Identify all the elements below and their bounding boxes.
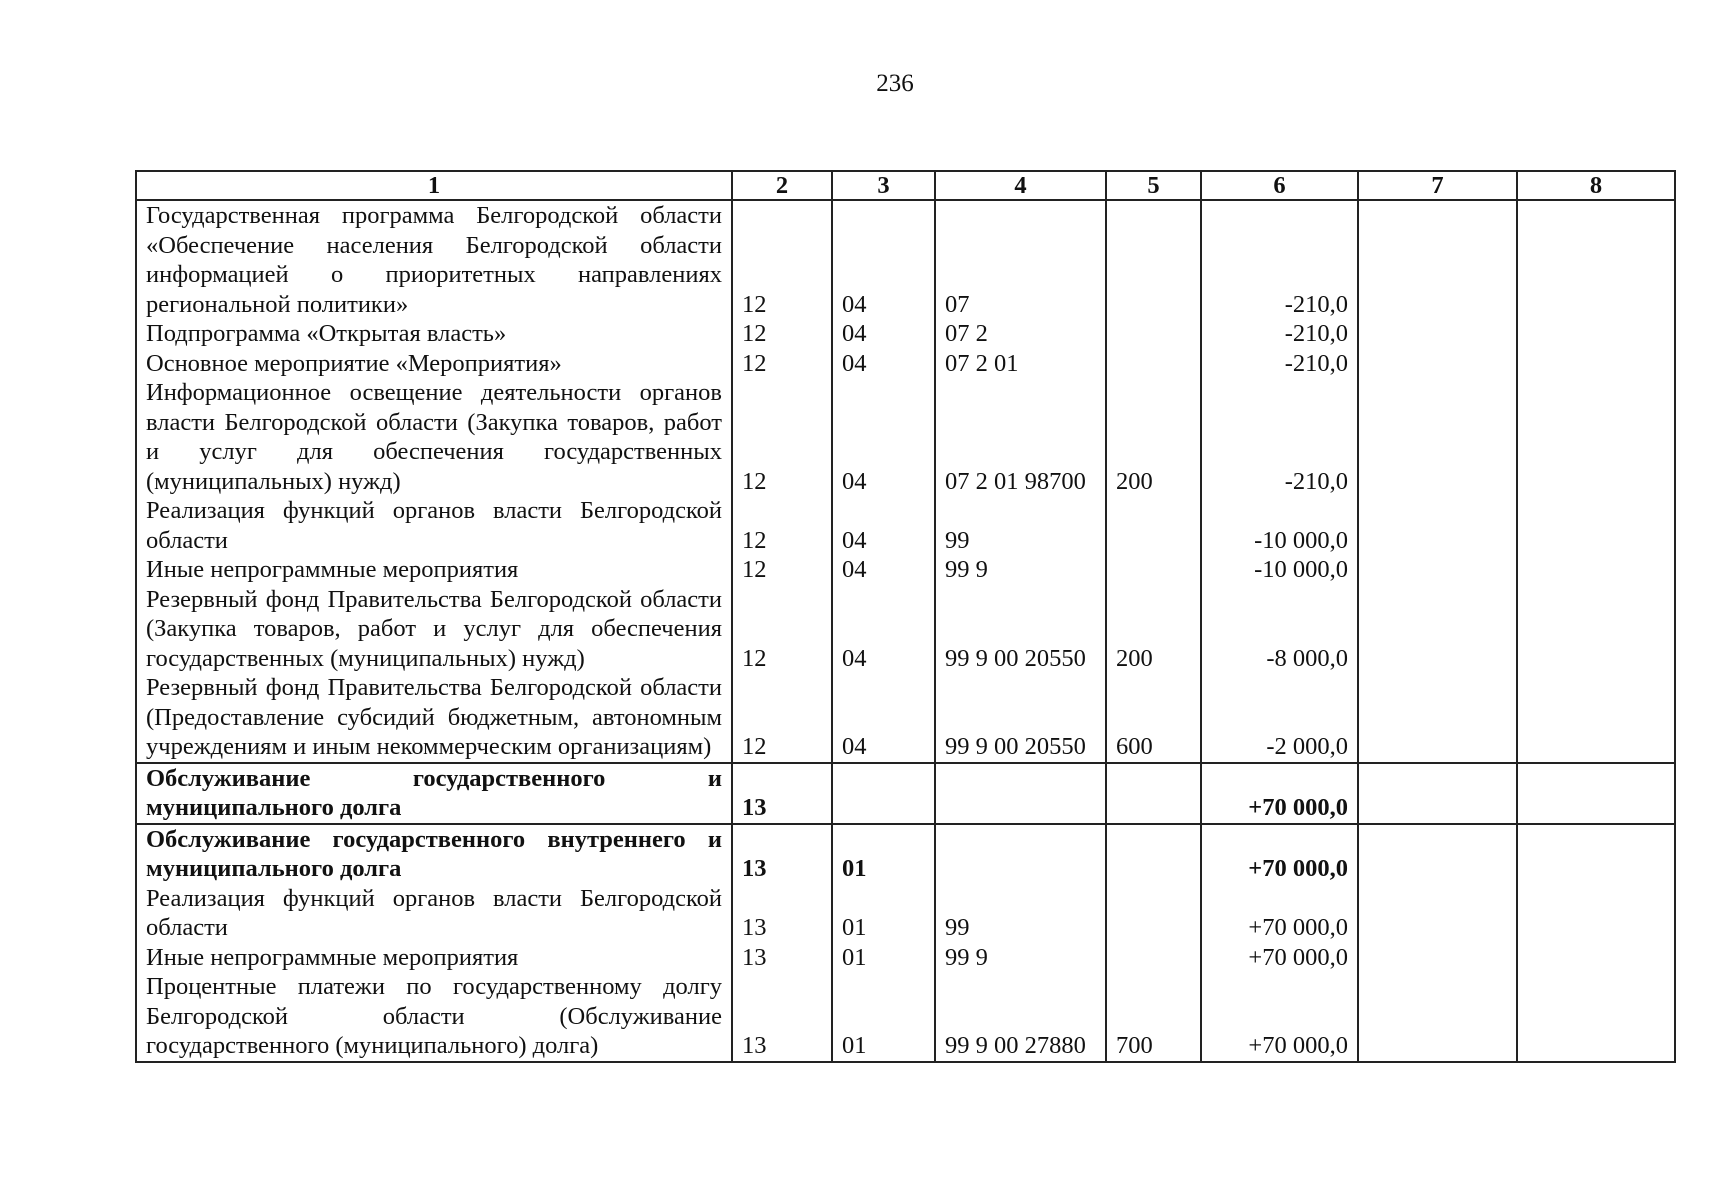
page-number: 236	[876, 70, 914, 97]
row-amount: +70 000,0	[1201, 884, 1358, 943]
row-subsection-code: 04	[832, 200, 935, 319]
col-header-1: 1	[136, 171, 732, 200]
row-section-code: 12	[732, 200, 832, 319]
row-col8	[1517, 943, 1675, 973]
row-section-code: 12	[732, 496, 832, 555]
row-col7	[1358, 763, 1517, 824]
row-section-code: 13	[732, 824, 832, 884]
table-row	[136, 824, 1675, 884]
row-target-article: 99 9 00 20550	[935, 585, 1106, 674]
row-col8	[1517, 349, 1675, 379]
row-amount: -210,0	[1201, 200, 1358, 319]
row-col8	[1517, 496, 1675, 555]
row-section-code: 13	[732, 972, 832, 1062]
row-expense-type	[1106, 496, 1201, 555]
row-col7	[1358, 884, 1517, 943]
row-col7	[1358, 200, 1517, 319]
table-row	[136, 585, 1675, 674]
row-target-article: 99 9	[935, 943, 1106, 973]
row-subsection-code: 01	[832, 972, 935, 1062]
col-header-2: 2	[732, 171, 832, 200]
row-description: Подпрограмма «Открытая власть»	[136, 319, 732, 349]
table-row	[136, 972, 1675, 1062]
row-section-code: 12	[732, 349, 832, 379]
row-section-code: 12	[732, 319, 832, 349]
row-col8	[1517, 673, 1675, 763]
row-subsection-code: 01	[832, 824, 935, 884]
row-col7	[1358, 378, 1517, 496]
row-col8	[1517, 378, 1675, 496]
row-col8	[1517, 824, 1675, 884]
row-col8	[1517, 319, 1675, 349]
row-section-code: 12	[732, 673, 832, 763]
row-expense-type	[1106, 555, 1201, 585]
table-row	[136, 884, 1675, 943]
row-amount: -210,0	[1201, 349, 1358, 379]
row-col8	[1517, 585, 1675, 674]
row-col8	[1517, 884, 1675, 943]
row-subsection-code: 04	[832, 555, 935, 585]
row-section-code: 13	[732, 763, 832, 824]
row-target-article: 07 2	[935, 319, 1106, 349]
row-subsection-code: 01	[832, 943, 935, 973]
row-col7	[1358, 972, 1517, 1062]
row-section-code: 12	[732, 585, 832, 674]
row-expense-type	[1106, 200, 1201, 319]
row-expense-type	[1106, 319, 1201, 349]
row-target-article: 99 9 00 27880	[935, 972, 1106, 1062]
row-target-article: 07 2 01 98700	[935, 378, 1106, 496]
row-description: Резервный фонд Правительства Белгородской области (Закупка товаров, работ и услуг для обеспечения государственных (муниципальных) нужд)	[136, 585, 732, 674]
table-row	[136, 378, 1675, 496]
col-header-6: 6	[1201, 171, 1358, 200]
row-amount: -210,0	[1201, 378, 1358, 496]
row-description: Государственная программа Белгородской области «Обеспечение населения Белгородской области информацией о приоритетных направлениях региональной политики»	[136, 200, 732, 319]
row-amount: +70 000,0	[1201, 943, 1358, 973]
row-col8	[1517, 972, 1675, 1062]
row-expense-type	[1106, 763, 1201, 824]
row-description: Обслуживание государственного и муниципального долга	[136, 763, 732, 824]
row-description: Резервный фонд Правительства Белгородской области (Предоставление субсидий бюджетным, автономным учреждениям и иным некоммерческим организациям)	[136, 673, 732, 763]
table-body	[136, 200, 1675, 1062]
row-col7	[1358, 349, 1517, 379]
row-target-article: 07	[935, 200, 1106, 319]
row-expense-type: 700	[1106, 972, 1201, 1062]
row-subsection-code: 04	[832, 349, 935, 379]
row-description: Иные непрограммные мероприятия	[136, 555, 732, 585]
table-row	[136, 673, 1675, 763]
row-target-article	[935, 763, 1106, 824]
row-subsection-code: 04	[832, 673, 935, 763]
row-target-article	[935, 824, 1106, 884]
row-amount: +70 000,0	[1201, 763, 1358, 824]
table-row	[136, 319, 1675, 349]
row-amount: -2 000,0	[1201, 673, 1358, 763]
row-subsection-code	[832, 763, 935, 824]
col-header-8: 8	[1517, 171, 1675, 200]
row-description: Реализация функций органов власти Белгородской области	[136, 496, 732, 555]
row-expense-type: 200	[1106, 585, 1201, 674]
row-description: Основное мероприятие «Мероприятия»	[136, 349, 732, 379]
row-expense-type: 600	[1106, 673, 1201, 763]
row-subsection-code: 04	[832, 496, 935, 555]
row-amount: +70 000,0	[1201, 824, 1358, 884]
row-col7	[1358, 585, 1517, 674]
table-row	[136, 943, 1675, 973]
row-amount: +70 000,0	[1201, 972, 1358, 1062]
row-target-article: 07 2 01	[935, 349, 1106, 379]
row-expense-type	[1106, 349, 1201, 379]
table-row	[136, 763, 1675, 824]
row-amount: -10 000,0	[1201, 496, 1358, 555]
row-target-article: 99	[935, 496, 1106, 555]
row-description: Иные непрограммные мероприятия	[136, 943, 732, 973]
table-row	[136, 200, 1675, 319]
row-amount: -10 000,0	[1201, 555, 1358, 585]
row-amount: -210,0	[1201, 319, 1358, 349]
row-expense-type	[1106, 884, 1201, 943]
row-subsection-code: 04	[832, 585, 935, 674]
row-col7	[1358, 319, 1517, 349]
row-col7	[1358, 496, 1517, 555]
col-header-7: 7	[1358, 171, 1517, 200]
row-description: Реализация функций органов власти Белгородской области	[136, 884, 732, 943]
row-section-code: 13	[732, 884, 832, 943]
table-row	[136, 555, 1675, 585]
row-col7	[1358, 824, 1517, 884]
row-target-article: 99 9 00 20550	[935, 673, 1106, 763]
row-col7	[1358, 555, 1517, 585]
row-col8	[1517, 763, 1675, 824]
row-amount: -8 000,0	[1201, 585, 1358, 674]
row-subsection-code: 04	[832, 319, 935, 349]
row-expense-type	[1106, 824, 1201, 884]
col-header-3: 3	[832, 171, 935, 200]
row-col7	[1358, 943, 1517, 973]
row-section-code: 12	[732, 378, 832, 496]
budget-table	[135, 170, 1676, 1063]
row-section-code: 12	[732, 555, 832, 585]
header-row	[136, 171, 1675, 200]
row-target-article: 99	[935, 884, 1106, 943]
col-header-5: 5	[1106, 171, 1201, 200]
col-header-4: 4	[935, 171, 1106, 200]
row-subsection-code: 04	[832, 378, 935, 496]
row-col8	[1517, 555, 1675, 585]
row-description: Обслуживание государственного внутреннего и муниципального долга	[136, 824, 732, 884]
table-row	[136, 496, 1675, 555]
row-target-article: 99 9	[935, 555, 1106, 585]
row-col8	[1517, 200, 1675, 319]
row-subsection-code: 01	[832, 884, 935, 943]
row-col7	[1358, 673, 1517, 763]
row-expense-type	[1106, 943, 1201, 973]
row-description: Информационное освещение деятельности органов власти Белгородской области (Закупка товаров, работ и услуг для обеспечения государственных (муниципальных) нужд)	[136, 378, 732, 496]
row-description: Процентные платежи по государственному долгу Белгородской области (Обслуживание государственного (муниципального) долга)	[136, 972, 732, 1062]
row-section-code: 13	[732, 943, 832, 973]
row-expense-type: 200	[1106, 378, 1201, 496]
table-row	[136, 349, 1675, 379]
